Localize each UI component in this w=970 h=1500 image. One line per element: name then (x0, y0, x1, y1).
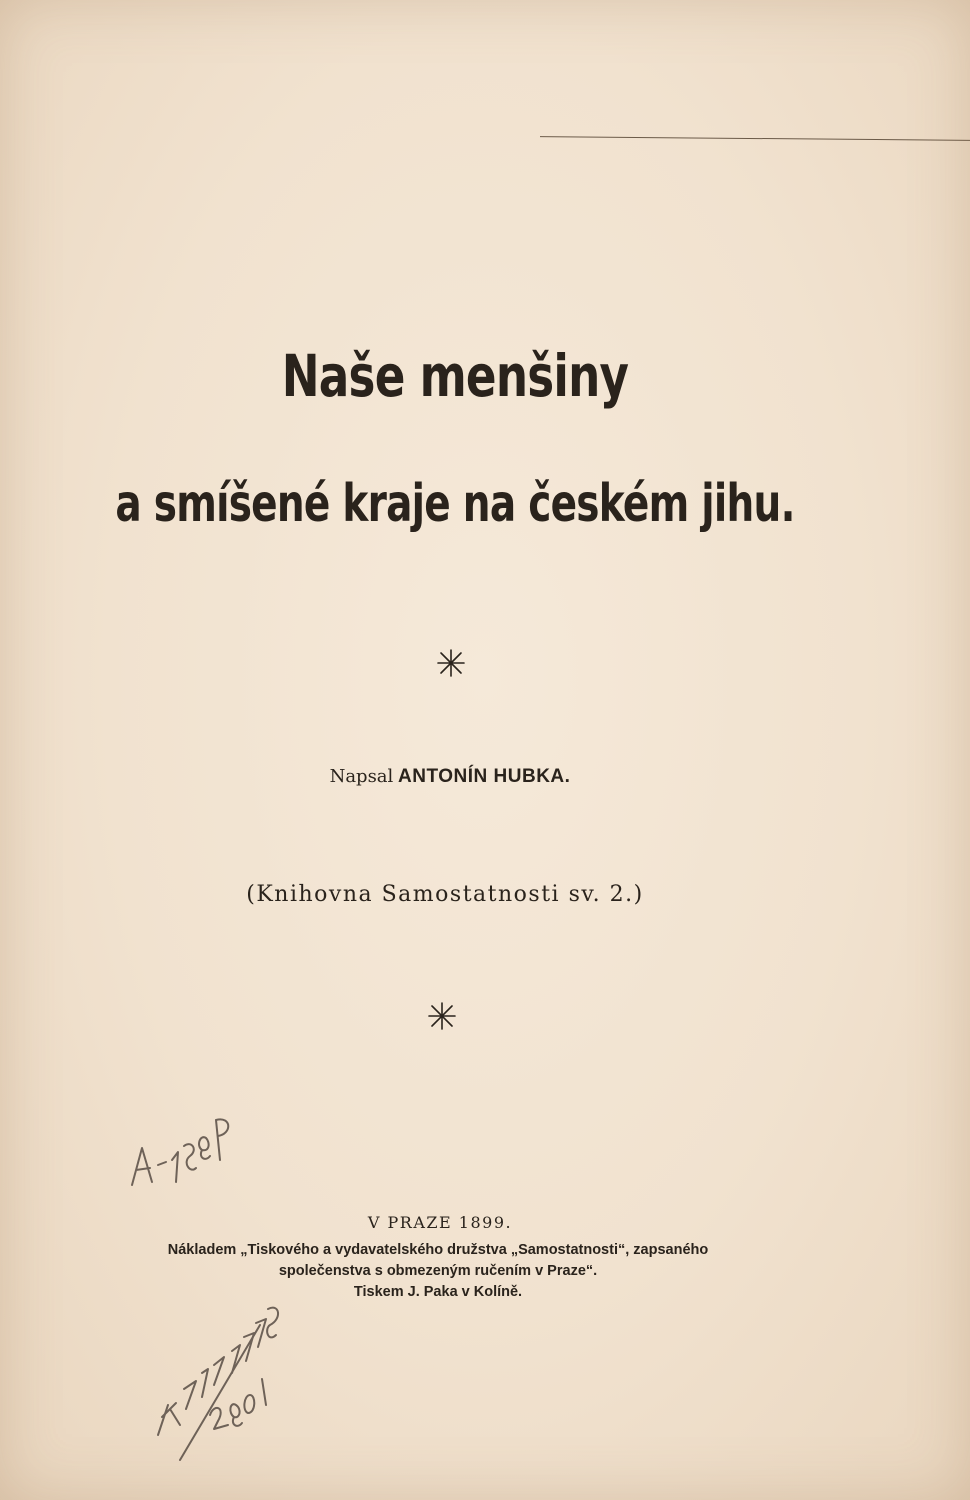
imprint-line-printer: Tiskem J. Paka v Kolíně. (353, 1284, 523, 1300)
asterism-ornament-icon (427, 1001, 457, 1031)
author-name: ANTONÍN HUBKA. (398, 766, 571, 787)
imprint-line-publisher: Nákladem „Tiskového a vydavatelského družstva „Samostatnosti“, zapsaného (167, 1242, 709, 1258)
imprint-line-company: společenstva s obmezeným ručením v Praze“. (278, 1263, 598, 1279)
author-label: Napsal (329, 766, 394, 787)
handwritten-shelf-mark (120, 1090, 240, 1200)
handwritten-year-mark (200, 1355, 280, 1445)
asterism-ornament-icon (436, 648, 466, 678)
imprint-block (0, 1240, 876, 1303)
publication-place-year: V PRAZE 1899. (367, 1213, 513, 1232)
series-note: (Knihovna Samostatnosti sv. 2.) (246, 882, 644, 907)
author-line (0, 766, 900, 788)
book-title: Naše menšiny (281, 342, 629, 410)
faded-rule-line (540, 136, 970, 141)
book-subtitle: a smíšené kraje na českém jihu. (115, 474, 795, 534)
